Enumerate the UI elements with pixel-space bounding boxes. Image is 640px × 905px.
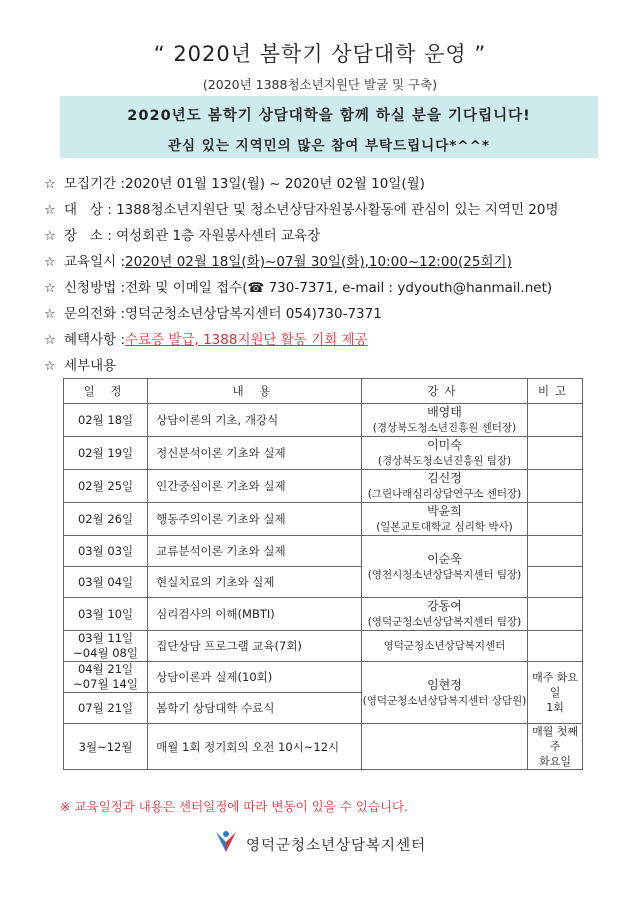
info-value: 영덕군청소년상담복지센터 054)730-7371 — [125, 306, 382, 322]
info-value: 1388청소년지원단 및 청소년상담자원봉사활동에 관심이 있는 지역민 20명 — [116, 202, 559, 218]
lecturer-name: 김신정 — [427, 471, 462, 485]
info-label: 세부내용 — [64, 358, 117, 374]
star-icon: ☆ — [44, 333, 56, 348]
lecturer-cell — [361, 662, 527, 724]
lecturer-cell — [361, 536, 527, 598]
column-header: 일 정 — [64, 379, 148, 404]
lecturer-cell — [361, 724, 527, 770]
banner-line-2: 관심 있는 지역민의 많은 참여 부탁드립니다*^^* — [168, 138, 490, 154]
date-cell: 02월 18일 — [64, 404, 148, 437]
lecturer-name: 박윤희 — [427, 504, 462, 518]
lecturer-cell — [361, 404, 527, 437]
page-subtitle: (2020년 1388청소년지원단 발굴 및 구축) — [202, 77, 438, 92]
info-value: 2020년 01월 13일(월) ~ 2020년 02월 10일(월) — [125, 176, 425, 192]
info-value: 여성회관 1층 자원봉사센터 교육장 — [116, 228, 321, 244]
content-cell: 행동주의이론 기초와 실제 — [148, 503, 362, 536]
table-row — [64, 503, 583, 536]
note-cell — [528, 536, 583, 567]
content-cell: 현실치료의 기초와 실제 — [148, 567, 362, 598]
star-icon: ☆ — [44, 229, 56, 244]
info-target — [44, 198, 559, 218]
info-label: 교육일시 : — [64, 254, 126, 270]
date-cell: 03월 03일 — [64, 536, 148, 567]
info-place — [44, 224, 320, 244]
info-value: 전화 및 이메일 접수(☎ 730-7371, e-mail : ydyouth@hanmail.net) — [125, 280, 553, 296]
note-cell — [528, 470, 583, 503]
date-cell: 02월 25일 — [64, 470, 148, 503]
note-cell — [528, 631, 583, 662]
note-cell — [528, 567, 583, 598]
lecturer-name: 배영태 — [427, 405, 462, 419]
info-detail — [44, 354, 116, 374]
info-label: 대 상 : — [64, 202, 117, 218]
star-icon: ☆ — [44, 203, 56, 218]
date-cell: 03월 11일 ~04월 08일 — [64, 631, 148, 662]
table-row — [64, 631, 583, 662]
content-cell: 봄학기 상담대학 수료식 — [148, 693, 362, 724]
content-cell: 심리검사의 이해(MBTI) — [148, 598, 362, 631]
content-cell: 상담이론의 기초, 개강식 — [148, 404, 362, 437]
content-cell: 상담이론과 실제(10회) — [148, 662, 362, 693]
content-cell: 집단상담 프로그램 교육(7회) — [148, 631, 362, 662]
star-icon: ☆ — [44, 281, 56, 296]
org-logo-icon — [212, 828, 240, 856]
info-contact — [44, 302, 382, 322]
info-label: 신청방법 : — [64, 280, 126, 296]
banner-line-1: 2020년도 봄학기 상담대학을 함께 하실 분을 기다립니다! — [127, 108, 531, 124]
table-row — [64, 470, 583, 503]
note-cell: 매월 첫째주 화요일 — [528, 724, 583, 770]
info-value: 2020년 02월 18일(화)~07월 30일(화),10:00~12:00(25회기) — [125, 254, 512, 270]
table-row — [64, 598, 583, 631]
lecturer-role: (영천시청소년상담복지센터 팀장) — [367, 568, 522, 581]
date-cell: 03월 04일 — [64, 567, 148, 598]
lecturer-cell — [361, 437, 527, 470]
note-cell — [528, 598, 583, 631]
date-cell: 02월 19일 — [64, 437, 148, 470]
star-icon: ☆ — [44, 177, 56, 192]
lecturer-name: 이미숙 — [427, 438, 462, 452]
note-cell — [528, 437, 583, 470]
info-period — [44, 172, 425, 192]
date-cell: 3월~12월 — [64, 724, 148, 770]
table-row — [64, 404, 583, 437]
date-cell: 07월 21일 — [64, 693, 148, 724]
lecturer-name: 강동여 — [427, 599, 462, 613]
table-row — [64, 662, 583, 693]
content-cell: 인간중심이론 기초와 실제 — [148, 470, 362, 503]
info-apply — [44, 276, 552, 296]
note-cell: 매주 화요일 1회 — [528, 662, 583, 724]
table-row — [64, 536, 583, 567]
lecturer-role: (경상북도청소년진흥원 팀장) — [377, 455, 512, 467]
star-icon: ☆ — [44, 359, 56, 374]
column-header: 비고 — [528, 379, 583, 404]
info-label: 장 소 : — [64, 228, 117, 244]
note-cell — [528, 404, 583, 437]
table-header-row — [64, 379, 583, 404]
column-header: 강사 — [361, 379, 527, 404]
info-label: 모집기간 : — [64, 176, 126, 192]
date-cell: 03월 10일 — [64, 598, 148, 631]
footnote: ※ 교육일정과 내용은 센터일정에 따라 변동이 있을 수 있습니다. — [60, 799, 409, 814]
lecturer-name: 이순욱 — [427, 551, 462, 566]
lecturer-cell — [361, 598, 527, 631]
lecturer-role: (경상북도청소년진흥원 센터장) — [372, 422, 517, 434]
lecturer-name: 영덕군청소년상담복지센터 — [383, 640, 506, 652]
table-row — [64, 437, 583, 470]
star-icon: ☆ — [44, 255, 56, 270]
lecturer-cell — [361, 503, 527, 536]
info-value: 수료증 발급, 1388지원단 활동 기회 제공 — [125, 332, 368, 348]
date-cell: 02월 26일 — [64, 503, 148, 536]
lecturer-role: (그린나래심리상담연구소 센터장) — [367, 488, 522, 500]
page-title: “ 2020년 봄학기 상담대학 운영 ” — [153, 42, 487, 66]
note-cell — [528, 503, 583, 536]
lecturer-role: (영덕군청소년상담복지센터 상담원) — [362, 694, 527, 707]
lecturer-name: 임현정 — [427, 677, 462, 692]
star-icon: ☆ — [44, 307, 56, 322]
info-benefit — [44, 328, 368, 348]
lecturer-role: (일본교토대학교 심리학 박사) — [376, 521, 513, 533]
info-date — [44, 250, 512, 270]
date-cell: 04월 21일 ~07월 14일 — [64, 662, 148, 693]
content-cell: 교류분석이론 기초와 실제 — [148, 536, 362, 567]
lecturer-cell — [361, 631, 527, 662]
schedule-table — [63, 378, 583, 770]
banner — [60, 96, 598, 158]
info-label: 혜택사항 : — [64, 332, 126, 348]
column-header: 내 용 — [148, 379, 362, 404]
content-cell: 정신분석이론 기초와 실제 — [148, 437, 362, 470]
info-label: 문의전화 : — [64, 306, 126, 322]
table-row — [64, 724, 583, 770]
content-cell: 매월 1회 정기회의 오전 10시~12시 — [148, 724, 362, 770]
lecturer-role: (영덕군청소년상담복지센터 팀장) — [367, 616, 522, 628]
lecturer-cell — [361, 470, 527, 503]
org-name: 영덕군청소년상담복지센터 — [246, 838, 427, 854]
